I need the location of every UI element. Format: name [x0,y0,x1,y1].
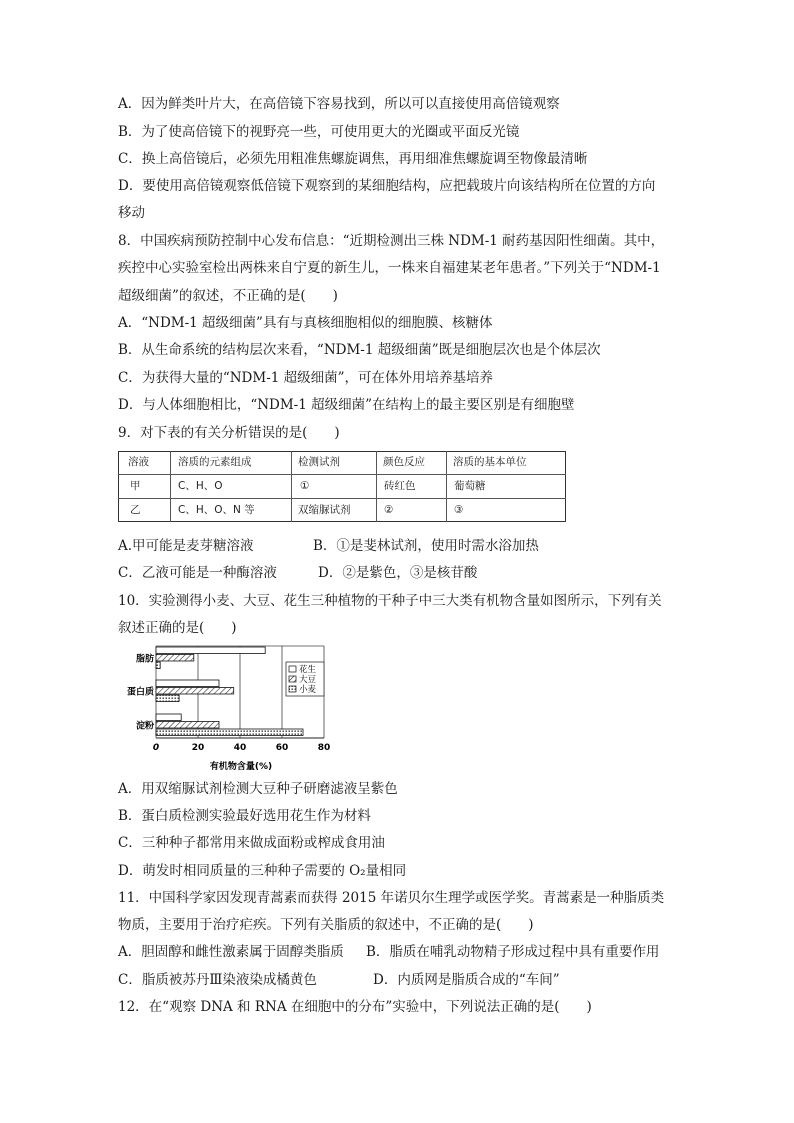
table-header-cell: 溶液 [128,456,149,468]
legend-swatch [289,666,296,672]
bar-大豆-蛋白质 [156,688,234,695]
category-label: 脂肪 [135,654,154,665]
q8-option-b: B．从生命系统的结构层次来看，“NDM-1 超级细菌”既是细胞层次也是个体层次 [118,342,601,358]
bar-小麦-淀粉 [156,729,303,736]
legend-swatch [289,676,296,682]
bar-花生-脂肪 [156,647,265,654]
q9-option-a: A.甲可能是麦芽糖溶液 [118,538,254,554]
q7-option-c: C．换上高倍镜后，必须先用粗准焦螺旋调焦，再用细准焦螺旋调至物像最清晰 [118,151,588,167]
x-tick-label: 0 [152,743,160,753]
category-label: 淀粉 [135,721,154,732]
q10-stem-2: 叙述正确的是( ) [118,620,237,636]
chart-legend [286,662,324,696]
q9-stem: 9．对下表的有关分析错误的是( ) [118,425,340,441]
q11-stem-1: 11．中国科学家因发现青蒿素而获得 2015 年诺贝尔生理学或医学奖。青蒿素是一种脂质类 [118,890,665,906]
table-cell: 砖红色 [384,480,416,492]
q10-option-d: D．萌发时相同质量的三种种子需要的 O₂量相同 [118,863,407,879]
q7-option-d-cont: 移动 [118,205,145,221]
q8-option-a: A．“NDM-1 超级细菌”具有与真核细胞相似的细胞膜、核糖体 [118,315,493,331]
q8-stem-2: 疾控中心实验室检出两株来自宁夏的新生儿，一株来自福建某老年患者。”下列关于“NDM-1 [118,260,661,276]
table-header-cell: 溶质的元素组成 [178,456,252,468]
table-cell: 甲 [130,480,141,492]
q8-option-d: D．与人体细胞相比，“NDM-1 超级细菌”在结构上的最主要区别是有细胞壁 [118,397,575,413]
q11-option-b: B．脂质在哺乳动物精子形成过程中具有重要作用 [366,944,660,960]
bar-大豆-脂肪 [156,655,194,662]
x-tick-label: 40 [233,743,247,753]
bar-花生-淀粉 [156,714,181,721]
q7-option-b: B．为了使高倍镜下的视野亮一些，可使用更大的光圈或平面反光镜 [118,124,520,140]
q7-option-a: A．因为鲜类叶片大，在高倍镜下容易找到，所以可以直接使用高倍镜观察 [118,96,560,112]
legend-swatch [289,686,296,692]
bar-小麦-脂肪 [156,662,160,669]
q9-option-b: B．①是斐林试剂，使用时需水浴加热 [313,538,539,554]
q9-option-c: C．乙液可能是一种酶溶液 [118,565,277,581]
x-axis-label: 有机物含量(%) [209,762,273,772]
q11-option-d: D．内质网是脂质合成的“车间” [373,972,560,988]
x-tick-label: 60 [275,743,289,753]
seed-composition-chart [126,640,336,772]
q12-stem: 12．在“观察 DNA 和 RNA 在细胞中的分布”实验中，下列说法正确的是( ) [118,999,592,1015]
legend-label: 大豆 [299,675,317,685]
category-label: 蛋白质 [126,687,154,698]
table-cell: C、H、O、N 等 [178,504,255,516]
legend-label: 花生 [299,665,317,675]
table-cell: 乙 [130,504,141,516]
q10-stem-1: 10．实验测得小麦、大豆、花生三种植物的干种子中三大类有机物含量如图所示，下列有关 [118,593,662,609]
q9-option-d: D．②是紫色，③是核苷酸 [318,565,478,581]
bar-花生-蛋白质 [156,680,219,687]
x-tick-label: 20 [191,743,205,753]
q8-option-c: C．为获得大量的“NDM-1 超级细菌”，可在体外用培养基培养 [118,370,494,386]
table-header-cell: 溶质的基本单位 [453,456,527,468]
q10-option-c: C．三种种子都常用来做成面粉或榨成食用油 [118,835,385,851]
bar-大豆-淀粉 [156,722,219,729]
table-cell: ③ [454,504,464,516]
table-header-cell: 颜色反应 [383,456,425,468]
table-cell: ② [384,504,394,516]
table-header-cell: 检测试剂 [298,456,340,468]
q11-stem-2: 物质，主要用于治疗疟疾。下列有关脂质的叙述中，不正确的是( ) [118,917,534,933]
table-cell: ① [300,480,310,492]
table-cell: 双缩脲试剂 [298,504,351,516]
x-tick-label: 80 [317,743,331,753]
table-cell: 葡萄糖 [454,480,486,492]
q11-option-a: A．胆固醇和雌性激素属于固醇类脂质 [118,944,344,960]
legend-label: 小麦 [299,685,317,695]
q8-stem-3: 超级细菌”的叙述，不正确的是( ) [118,288,338,304]
q11-option-c: C．脂质被苏丹Ⅲ染液染成橘黄色 [118,972,317,988]
q10-option-a: A．用双缩脲试剂检测大豆种子研磨滤液呈紫色 [118,781,398,797]
q8-stem-1: 8．中国疾病预防控制中心发布信息：“近期检测出三株 NDM-1 耐药基因阳性细菌。其中， [118,233,665,249]
bar-小麦-蛋白质 [156,695,179,702]
q10-option-b: B．蛋白质检测实验最好选用花生作为材料 [118,808,371,824]
q7-option-d: D．要使用高倍镜观察低倍镜下观察到的某细胞结构，应把载玻片向该结构所在位置的方向 [118,178,656,194]
table-cell: C、H、O [178,480,223,492]
